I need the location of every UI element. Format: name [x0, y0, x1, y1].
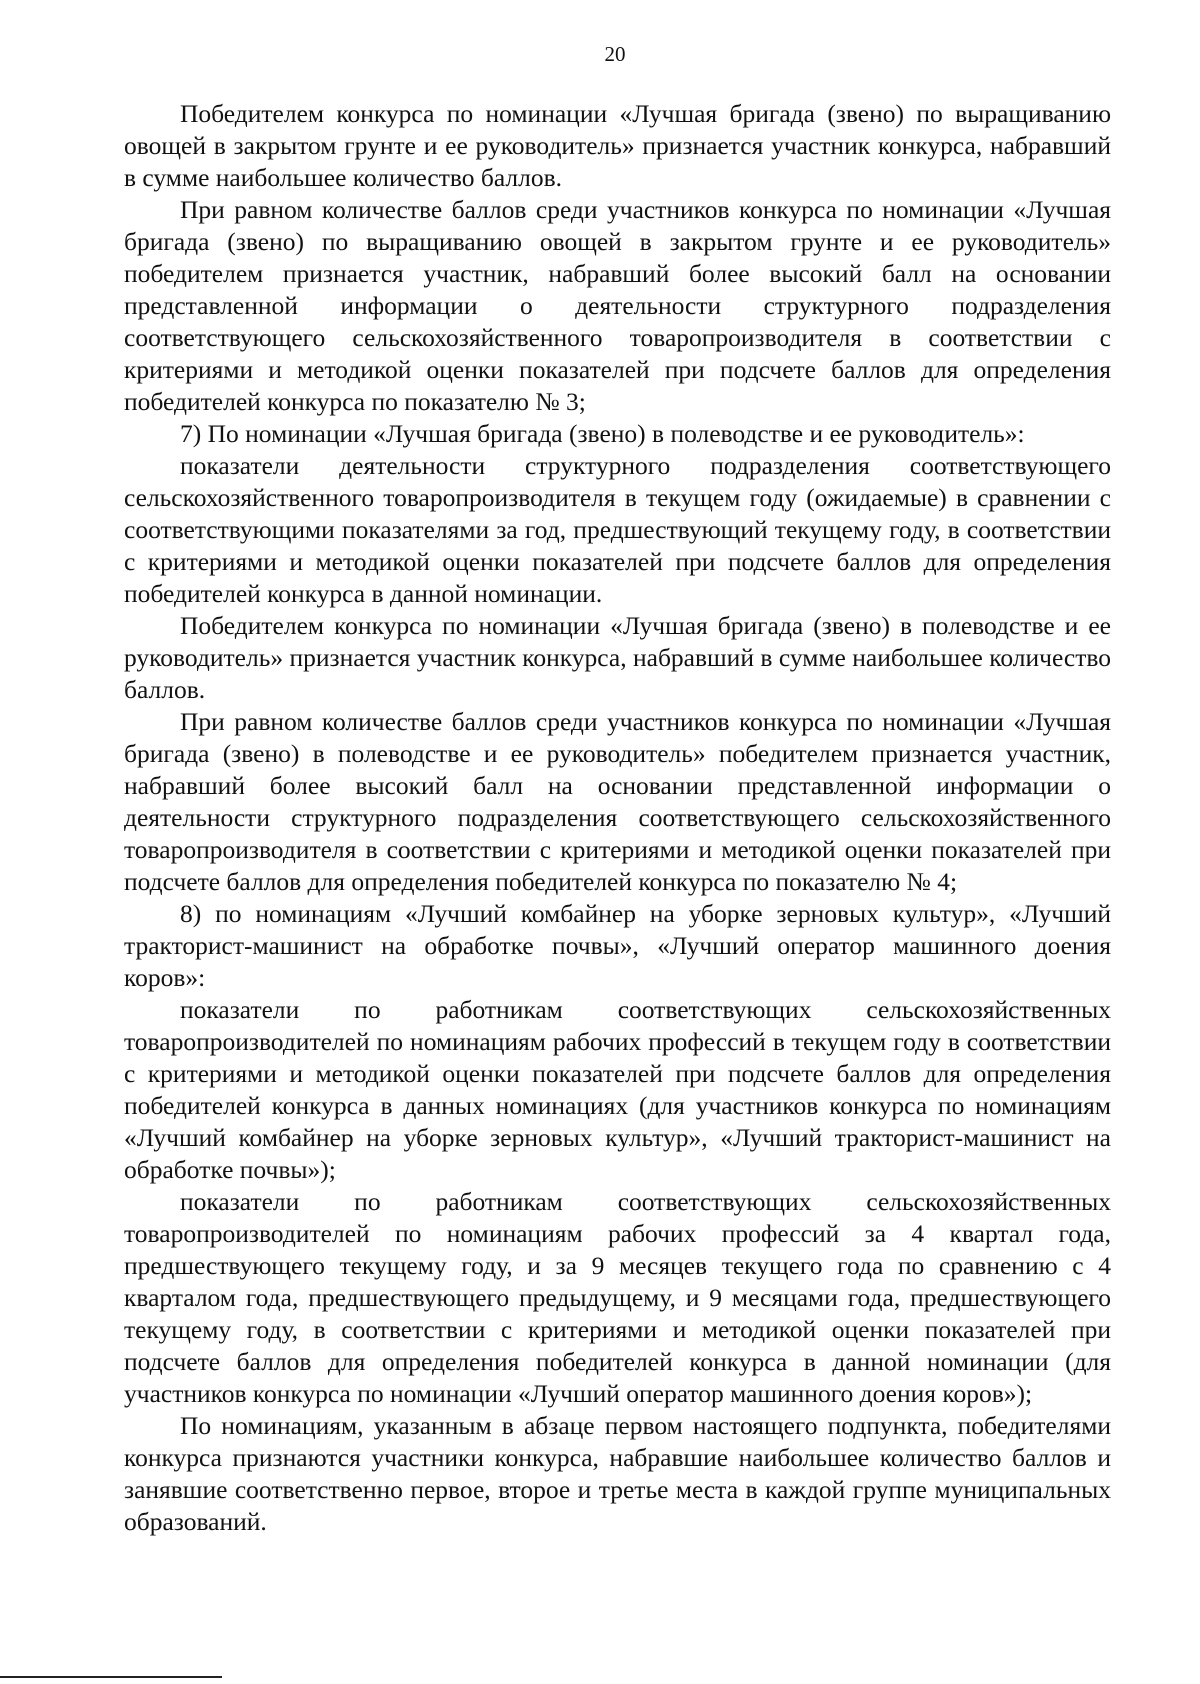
- scan-edge-line: [0, 1676, 222, 1678]
- paragraph: При равном количестве баллов среди участников конкурса по номинации «Лучшая бригада (звено) по выращиванию овощей в закрытом грунте и ее руководитель» победителем признается участник, набравший более высокий балл на основании представленной информации о деятельности структурного подразделения соответствующего сельскохозяйственного товаропроизводителя в соответствии с критериями и методикой оценки показателей при подсчете баллов для определения победителей конкурса по показателю № 3;: [124, 195, 1111, 416]
- document-body: [124, 98, 1111, 1538]
- paragraph: 8) по номинациям «Лучший комбайнер на уборке зерновых культур», «Лучший тракторист-машинист на обработке почвы», «Лучший оператор машинного доения коров»:: [124, 899, 1111, 992]
- paragraph: По номинациям, указанным в абзаце первом настоящего подпункта, победителями конкурса признаются участники конкурса, набравшие наибольшее количество баллов и занявшие соответственно первое, второе и третье места в каждой группе муниципальных образований.: [124, 1411, 1111, 1536]
- paragraph: показатели деятельности структурного подразделения соответствующего сельскохозяйственного товаропроизводителя в текущем году (ожидаемые) в сравнении с соответствующими показателями за год, предшествующий текущему году, в соответствии с критериями и методикой оценки показателей при подсчете баллов для определения победителей конкурса в данной номинации.: [124, 451, 1111, 608]
- paragraph: 7) По номинации «Лучшая бригада (звено) в полеводстве и ее руководитель»:: [180, 419, 1025, 448]
- paragraph: Победителем конкурса по номинации «Лучшая бригада (звено) в полеводстве и ее руководитель» признается участник конкурса, набравший в сумме наибольшее количество баллов.: [124, 611, 1111, 704]
- page-number: 20: [604, 42, 626, 66]
- paragraph: При равном количестве баллов среди участников конкурса по номинации «Лучшая бригада (звено) в полеводстве и ее руководитель» победителем признается участник, набравший более высокий балл на основании представленной информации о деятельности структурного подразделения соответствующего сельскохозяйственного товаропроизводителя в соответствии с критериями и методикой оценки показателей при подсчете баллов для определения победителей конкурса по показателю № 4;: [124, 707, 1111, 896]
- paragraph: показатели по работникам соответствующих сельскохозяйственных товаропроизводителей по номинациям рабочих профессий за 4 квартал года, предшествующего текущему году, и за 9 месяцев текущего года по сравнению с 4 кварталом года, предшествующего предыдущему, и 9 месяцами года, предшествующего текущему году, в соответствии с критериями и методикой оценки показателей при подсчете баллов для определения победителей конкурса в данной номинации (для участников конкурса по номинации «Лучший оператор машинного доения коров»);: [124, 1187, 1111, 1408]
- paragraph: Победителем конкурса по номинации «Лучшая бригада (звено) по выращиванию овощей в закрытом грунте и ее руководитель» признается участник конкурса, набравший в сумме наибольшее количество баллов.: [124, 99, 1111, 192]
- paragraph: показатели по работникам соответствующих сельскохозяйственных товаропроизводителей по номинациям рабочих профессий в текущем году в соответствии с критериями и методикой оценки показателей при подсчете баллов для определения победителей конкурса в данных номинациях (для участников конкурса по номинациям «Лучший комбайнер на уборке зерновых культур», «Лучший тракторист-машинист на обработке почвы»);: [124, 995, 1111, 1184]
